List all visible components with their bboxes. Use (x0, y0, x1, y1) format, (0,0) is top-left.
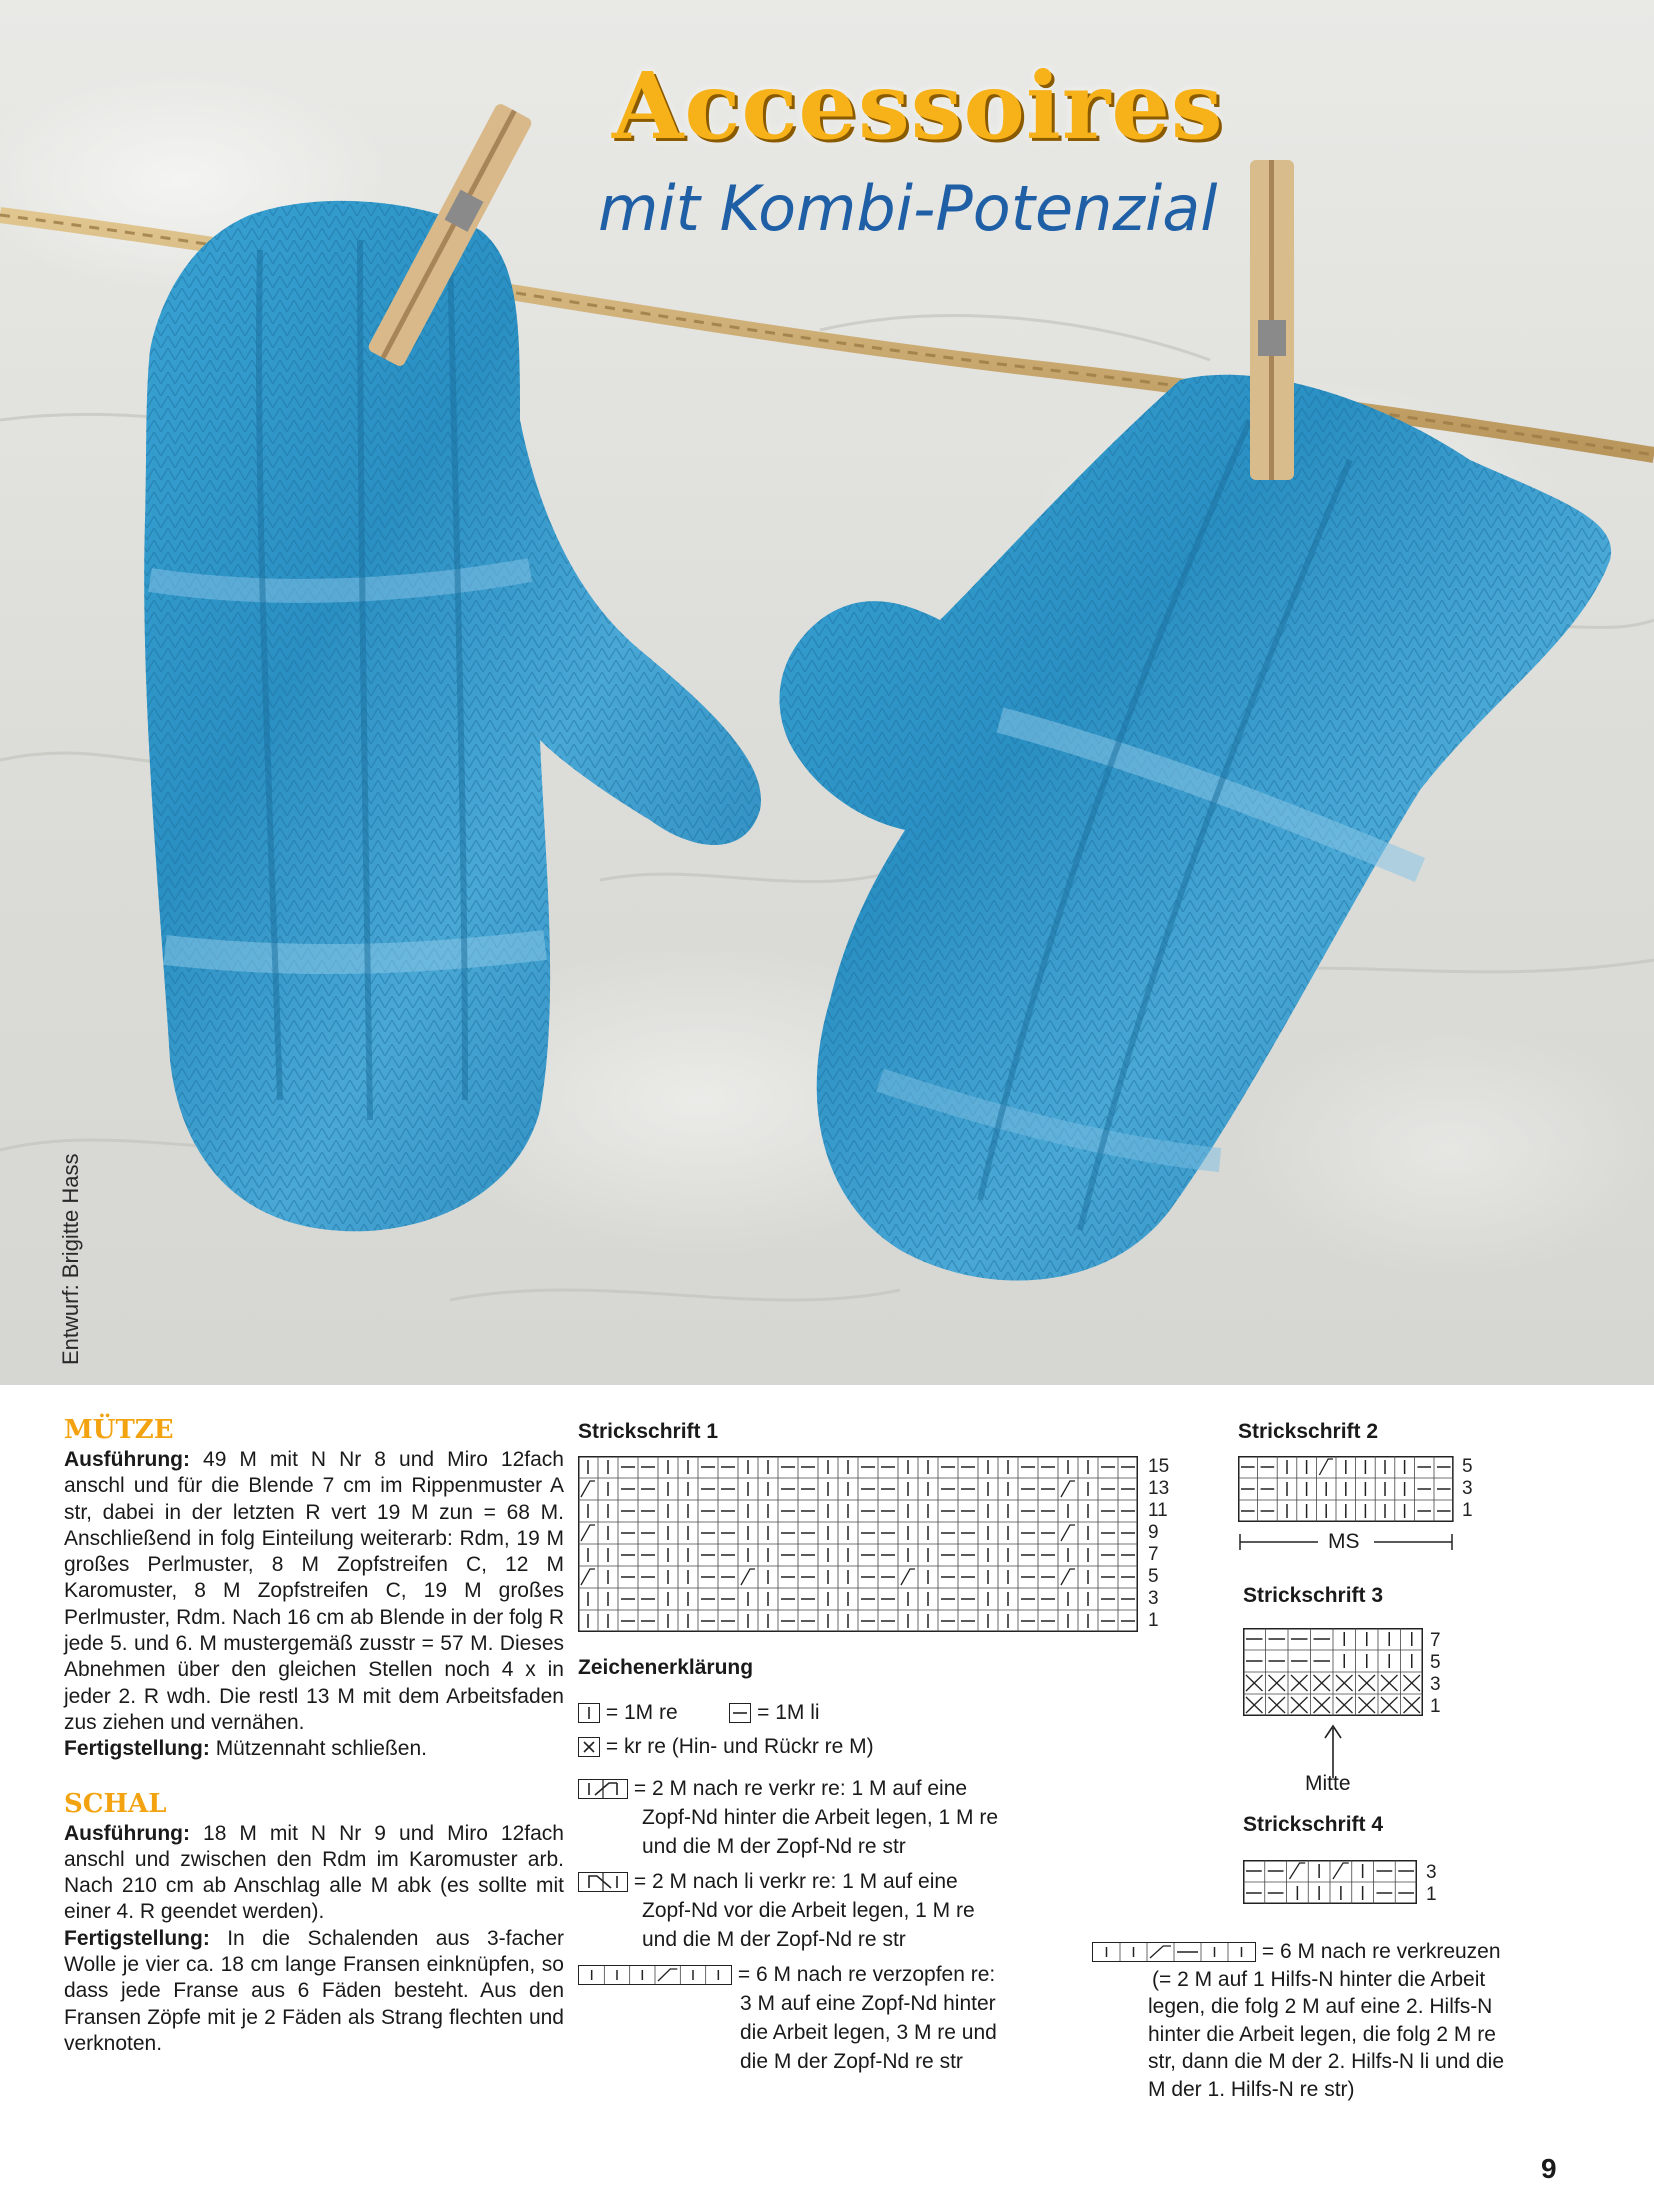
schal-fertigstellung (64, 1926, 564, 2057)
row-number: 1 (1426, 1884, 1437, 1905)
right-cross-symbol-icon (578, 1779, 628, 1799)
row-number: 1 (1148, 1610, 1159, 1631)
clothespin-right (1250, 160, 1294, 480)
cable6-symbol-icon (578, 1965, 732, 1985)
row-number: 7 (1148, 1544, 1159, 1565)
row-number: 5 (1148, 1566, 1159, 1587)
label: Ausführung: (64, 1448, 190, 1471)
chart-3-grid (1243, 1628, 1423, 1716)
chart-3-row-numbers (1430, 1630, 1441, 1718)
muetze-ausfuehrung (64, 1447, 564, 1736)
chart-1-row-numbers (1148, 1456, 1170, 1635)
legend-right-cross-text-1: = 2 M nach re verkr re: 1 M auf eine (633, 1777, 968, 1800)
text: 18 M mit N Nr 9 und Miro 12fach anschl und zwischen den Rdm im Karomuster arb. Nach 210 cm ab Anschlag alle M abk (es sollte mit einer 4. R geendet werden). (64, 1821, 564, 1924)
purl-symbol-icon (729, 1703, 751, 1723)
mitte-label: Mitte (1305, 1772, 1351, 1795)
design-credit: Entwurf: Brigitte Hass (58, 1153, 83, 1365)
section-heading-muetze: MÜTZE (64, 1415, 174, 1445)
legend-cross6-text-4: hinter die Arbeit legen, die folg 2 M re (1148, 2022, 1496, 2046)
legend-cable6-text-4: die M der Zopf-Nd re str (740, 2050, 963, 2073)
chart-1-grid (578, 1456, 1142, 1632)
cross6-symbol-icon (1092, 1942, 1256, 1962)
legend-heading: Zeichenerklärung (578, 1656, 754, 1679)
muetze-fertigstellung (64, 1736, 564, 1762)
chart-1-title: Strickschrift 1 (578, 1420, 719, 1443)
chart-2-row-numbers (1462, 1456, 1473, 1522)
legend-left-cross (578, 1867, 1138, 1954)
label: Fertigstellung: (64, 1926, 210, 1950)
garter-symbol-icon (578, 1737, 600, 1757)
legend-cable6-text-2: 3 M auf eine Zopf-Nd hinter (740, 1992, 996, 2015)
page-number: 9 (1541, 2153, 1557, 2184)
legend-left-cross-text-1: = 2 M nach li verkr re: 1 M auf eine (633, 1870, 958, 1893)
section-heading-schal: SCHAL (64, 1788, 167, 1819)
legend-cable6 (578, 1960, 1138, 2076)
legend-li-text: = 1M li (757, 1701, 820, 1724)
text: Mützennaht schließen. (215, 1737, 427, 1761)
row-number: 15 (1148, 1456, 1170, 1477)
row-number: 3 (1426, 1862, 1437, 1883)
legend-cable6-text-3: die Arbeit legen, 3 M re und (740, 2021, 997, 2044)
text: In die Schalenden aus 3-facher Wolle je vier ca. 18 cm lange Fransen einknüpfen, so dass jede Franse aus 6 Fäden besteht. Aus den Fransen Zöpfe mit je 2 Fäden als Strang flechten und verknoten. (64, 1926, 564, 2055)
legend-cable6-text-1: = 6 M nach re verzopfen re: (737, 1963, 996, 1986)
row-number: 9 (1148, 1522, 1159, 1543)
legend-cross6 (1092, 1938, 1612, 2103)
label: Fertigstellung: (64, 1737, 210, 1761)
row-number: 7 (1430, 1630, 1441, 1651)
knit-symbol-icon (578, 1703, 600, 1723)
instructions-column (64, 1415, 564, 2057)
row-number: 5 (1430, 1652, 1441, 1673)
legend-re-text: = 1M re (605, 1701, 678, 1724)
legend-kr (578, 1732, 1138, 1774)
page-subtitle: mit Kombi-Potenzial (598, 172, 1218, 245)
row-number: 3 (1148, 1588, 1159, 1609)
row-number: 3 (1430, 1674, 1441, 1695)
row-number: 13 (1148, 1478, 1170, 1499)
legend-right-cross (578, 1774, 1138, 1861)
legend-left-cross-text-2: Zopf-Nd vor die Arbeit legen, 1 M re (642, 1899, 975, 1922)
schal-ausfuehrung (64, 1821, 564, 1926)
row-number: 5 (1462, 1456, 1473, 1477)
left-cross-symbol-icon (578, 1872, 628, 1892)
row-number: 3 (1462, 1478, 1473, 1499)
legend-cross6-text-6: M der 1. Hilfs-N re str) (1148, 2077, 1355, 2101)
legend-cross6-text-3: legen, die folg 2 M auf eine 2. Hilfs-N (1148, 1995, 1493, 2018)
row-number: 1 (1462, 1500, 1473, 1521)
label: Ausführung: (64, 1821, 190, 1845)
chart-4-title: Strickschrift 4 (1243, 1813, 1384, 1836)
ms-label: MS (1328, 1530, 1360, 1553)
legend-kr-text: = kr re (Hin- und Rückr re M) (605, 1735, 874, 1758)
right-mitten (780, 375, 1612, 1281)
chart-2-grid (1238, 1456, 1454, 1522)
row-number: 11 (1148, 1500, 1168, 1521)
legend-left-cross-text-3: und die M der Zopf-Nd re str (642, 1928, 906, 1951)
chart-4-row-numbers (1426, 1862, 1437, 1906)
legend-right-cross-text-3: und die M der Zopf-Nd re str (642, 1835, 906, 1858)
legend-re-li (578, 1698, 1138, 1732)
legend-cross6-text-1: = 6 M nach re verkreuzen (1261, 1940, 1501, 1963)
chart-4-grid (1243, 1860, 1417, 1904)
legend-right-cross-text-2: Zopf-Nd hinter die Arbeit legen, 1 M re (642, 1806, 999, 1829)
legend-cross6-text-2: (= 2 M auf 1 Hilfs-N hinter die Arbeit (1152, 1967, 1486, 1991)
legend (578, 1698, 1138, 2076)
chart-3-title: Strickschrift 3 (1243, 1584, 1384, 1607)
chart-2-title: Strickschrift 2 (1238, 1420, 1379, 1443)
text: 49 M mit N Nr 8 und Miro 12fach anschl und für die Blende 7 cm im Rippenmuster A str, dabei in der letzten R vert 19 M zun = 68 M. Anschließend in folg Einteilung weiterarb: Rdm, 19 M großes Perlmuster, 8 M Zopfstreifen C, 12 M Karomuster, 8 M Zopfstreifen C, 19 M großes Perlmuster, Rdm. Nach 16 cm ab Blende in der folg R jede 5. und 6. M mustergemäß zusstr = 57 M. Dieses Abnehmen über den gleichen Stellen noch 4 x in jeder 2. R wdh. Die restl 13 M mit dem Arbeitsfaden zus ziehen und vernähen. (64, 1448, 564, 1734)
left-mitten (144, 201, 761, 1231)
legend-cross6-text-5: str, dann die M der 2. Hilfs-N li und die (1148, 2050, 1504, 2073)
page-title: Accessoires (612, 52, 1224, 160)
row-number: 1 (1430, 1696, 1441, 1717)
